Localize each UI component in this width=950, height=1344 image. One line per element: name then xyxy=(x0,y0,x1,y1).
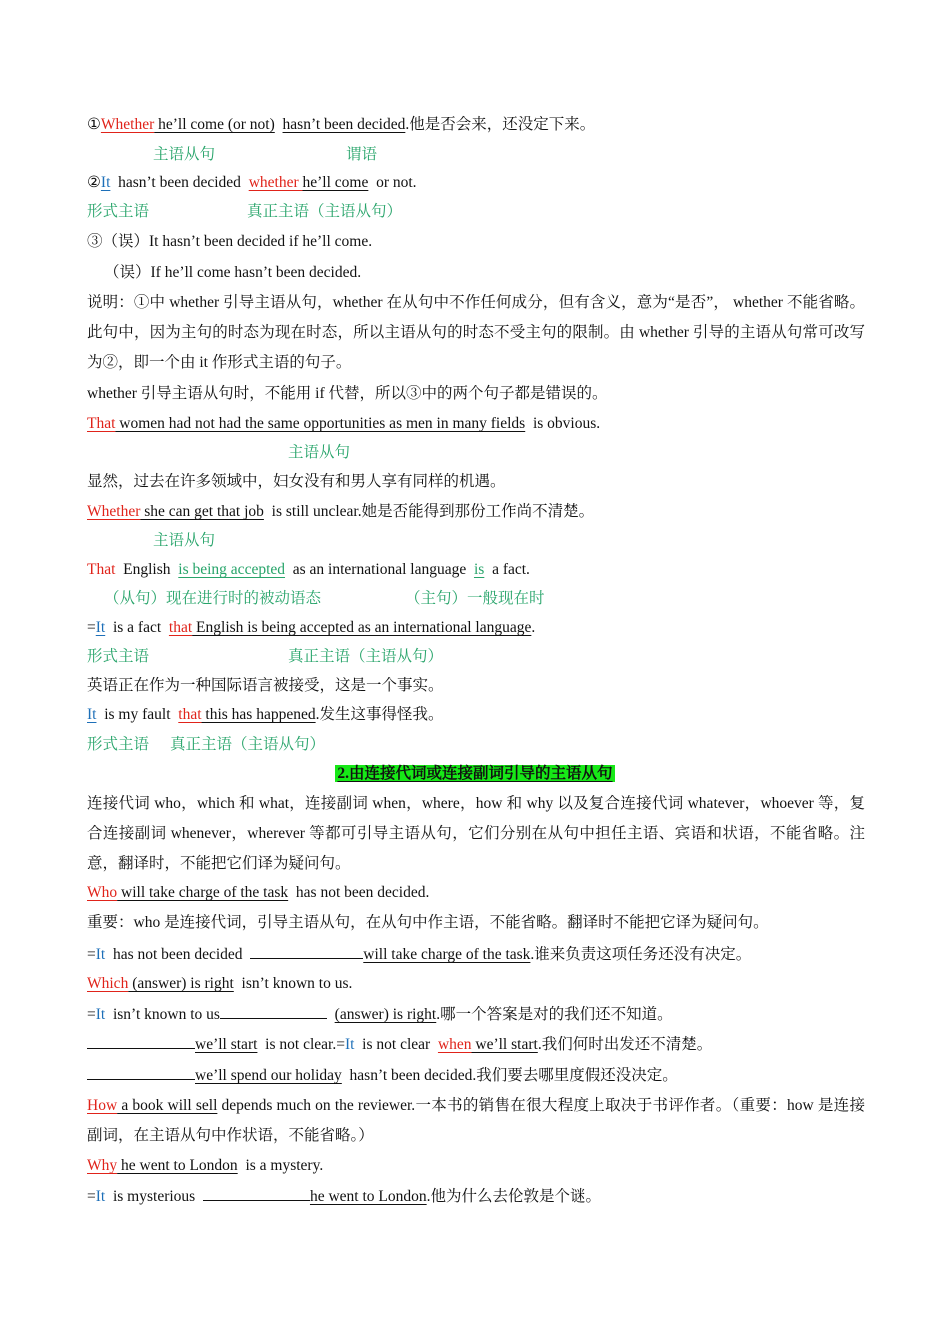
fill-blank[interactable] xyxy=(220,1004,327,1019)
section-heading: 2.由连接代词或连接副词引导的主语从句 xyxy=(337,765,613,782)
document-page: ①Whether he’ll come (or not) hasn’t been decided.他是否会来，还没定下来。 主语从句 谓语 ②It hasn’t been decided whether he’ll come or not. 形式主语 真正主语（主语从句） ③（误）It hasn’t been decided if he’ll come. （误）If he’ll come hasn’t been decided. 说明：①中 whether 引导主语从句，whether 在从句中不作任何成分，但有含义，意为“是否”， whether 不能省略。此句中，因为主句的时态为现在时态，所以主语从句的时态不受主句的限制。由 whether 引导的主语从句常可改写为②，即一个由 it 作形式主语的句子。 whether 引导主语从句时，不能用 if 代替，所以③中的两个句子都是错误的。 That women had not had the same opportunities as men in many fields is obvious. 主语从句 显然，过去在许多领域中，妇女没有和男人享有同样的机遇。 Whether she can get that job is still unclear.她是否能得到那份工作尚不清楚。 主语从句 That English is being accepted as an international language is a fact. （从句）现在进行时的被动语态 （主句）一般现在时 =It is a fact that English is being accepted as an international language. 形式主语 真正主语（主语从句） 英语正在作为一种国际语言被接受，这是一个事实。 It is my fault that this has happened.发生这事得怪我。 形式主语 真正主语（主语从句） 2.由连接代词或连接副词引导的主语从句 连接代词 who，which 和 what，连接副词 when，where，how 和 why 以及复合连接代词 whatever，whoever 等，复合连接副词 whenever，wherever 等都可引导主语从句，它们分别在从句中担任主语、宾语和状语，不能省略。注意，翻译时，不能把它们译为疑问句。 Who will take charge of the task has not been decided. 重要：who 是连接代词，引导主语从句，在从句中作主语，不能省略。翻译时不能把它译为疑问句。 =It has not been decided will take charge of the task.谁来负责这项任务还没有决定。 Which (answer) is right isn’t known to us. =It isn’t known to us (answer) is right.哪一个答案是对的我们还不知道。 we’ll start is not clear.=It is not clear when we’ll start.我们何时出发还不清楚。 we’ll spend our holiday hasn’t been decided.我们要去哪里度假还没决定。 How a book will sell depends much on the reviewer.一本书的销售在很大程度上取决于书评作者。（重要：how 是连接副词，在主语从句中作状语，不能省略。） Why he went to London is a mystery. =It is mysterious he went to London.他为什么去伦敦是个谜。 xyxy=(0,0,950,1344)
explanation-paragraph-2: whether 引导主语从句时，不能用 if 代替，所以③中的两个句子都是错误的。 xyxy=(87,385,608,402)
example-it-who: =It has not been decided will take charge of the task.谁来负责这项任务还没有决定。 xyxy=(87,946,752,963)
example-when: we’ll start is not clear.=It is not clear when we’ll start.我们何时出发还不清楚。 xyxy=(87,1034,712,1055)
example-3-wrong-1: ③（误）It hasn’t been decided if he’ll come. xyxy=(87,233,373,250)
example-it-which: =It isn’t known to us (answer) is right.哪一个答案是对的我们还不知道。 xyxy=(87,1006,673,1023)
example-3-wrong-2: （误）If he’ll come hasn’t been decided. xyxy=(104,264,362,281)
note-who: 重要：who 是连接代词，引导主语从句，在从句中作主语，不能省略。翻译时不能把它译为疑问句。 xyxy=(87,914,769,931)
section-paragraph: 连接代词 who，which 和 what，连接副词 when，where，how 和 why 以及复合连接代词 whatever，whoever 等，复合连接副词 whenever，wherever 等都可引导主语从句，它们分别在从句中担任主语、宾语和状语，不能省略。注意，翻译时，不能把它们译为疑问句。 xyxy=(87,795,865,872)
example-why: Why he went to London is a mystery. xyxy=(87,1157,324,1174)
fill-blank[interactable] xyxy=(250,944,363,959)
example-whether-2: Whether she can get that job is still unclear.她是否能得到那份工作尚不清楚。 xyxy=(87,503,595,520)
example-that-1: That women had not had the same opportunities as men in many fields is obvious. xyxy=(87,415,601,432)
example-where: we’ll spend our holiday hasn’t been decided.我们要去哪里度假还没决定。 xyxy=(87,1065,678,1086)
label-row-3: 主语从句 xyxy=(288,444,351,461)
example-which: Which (answer) is right isn’t known to us. xyxy=(87,975,353,992)
label-row-4: 主语从句 xyxy=(153,532,216,549)
example-it-why: =It is mysterious he went to London.他为什么去伦敦是个谜。 xyxy=(87,1188,602,1205)
example-it-2: It is my fault that this has happened.发生这事得怪我。 xyxy=(87,706,444,723)
explanation-paragraph-1: 说明：①中 whether 引导主语从句，whether 在从句中不作任何成分，但有含义，意为“是否”， whether 不能省略。此句中，因为主句的时态为现在时态，所以主语从句的时态不受主句的限制。由 whether 引导的主语从句常可改写为②，即一个由 it 作形式主语的句子。 xyxy=(87,294,865,371)
translation-1: 显然，过去在许多领域中，妇女没有和男人享有同样的机遇。 xyxy=(87,473,506,490)
example-how: How a book will sell depends much on the reviewer.一本书的销售在很大程度上取决于书评作者。（重要：how 是连接副词，在主语从句中作状语，不能省略。） xyxy=(87,1097,865,1144)
fill-blank[interactable] xyxy=(87,1065,195,1080)
example-1: ①Whether he’ll come (or not) hasn’t been decided.他是否会来，还没定下来。 xyxy=(87,116,596,133)
fill-blank[interactable] xyxy=(203,1186,310,1201)
example-2: ②It hasn’t been decided whether he’ll come or not. xyxy=(87,174,417,191)
translation-2: 英语正在作为一种国际语言被接受，这是一个事实。 xyxy=(87,677,444,694)
example-that-2: That English is being accepted as an international language is a fact. xyxy=(87,561,530,578)
example-it-1: =It is a fact that English is being accepted as an international language. xyxy=(87,619,536,636)
fill-blank[interactable] xyxy=(87,1034,195,1049)
example-who: Who will take charge of the task has not been decided. xyxy=(87,884,430,901)
